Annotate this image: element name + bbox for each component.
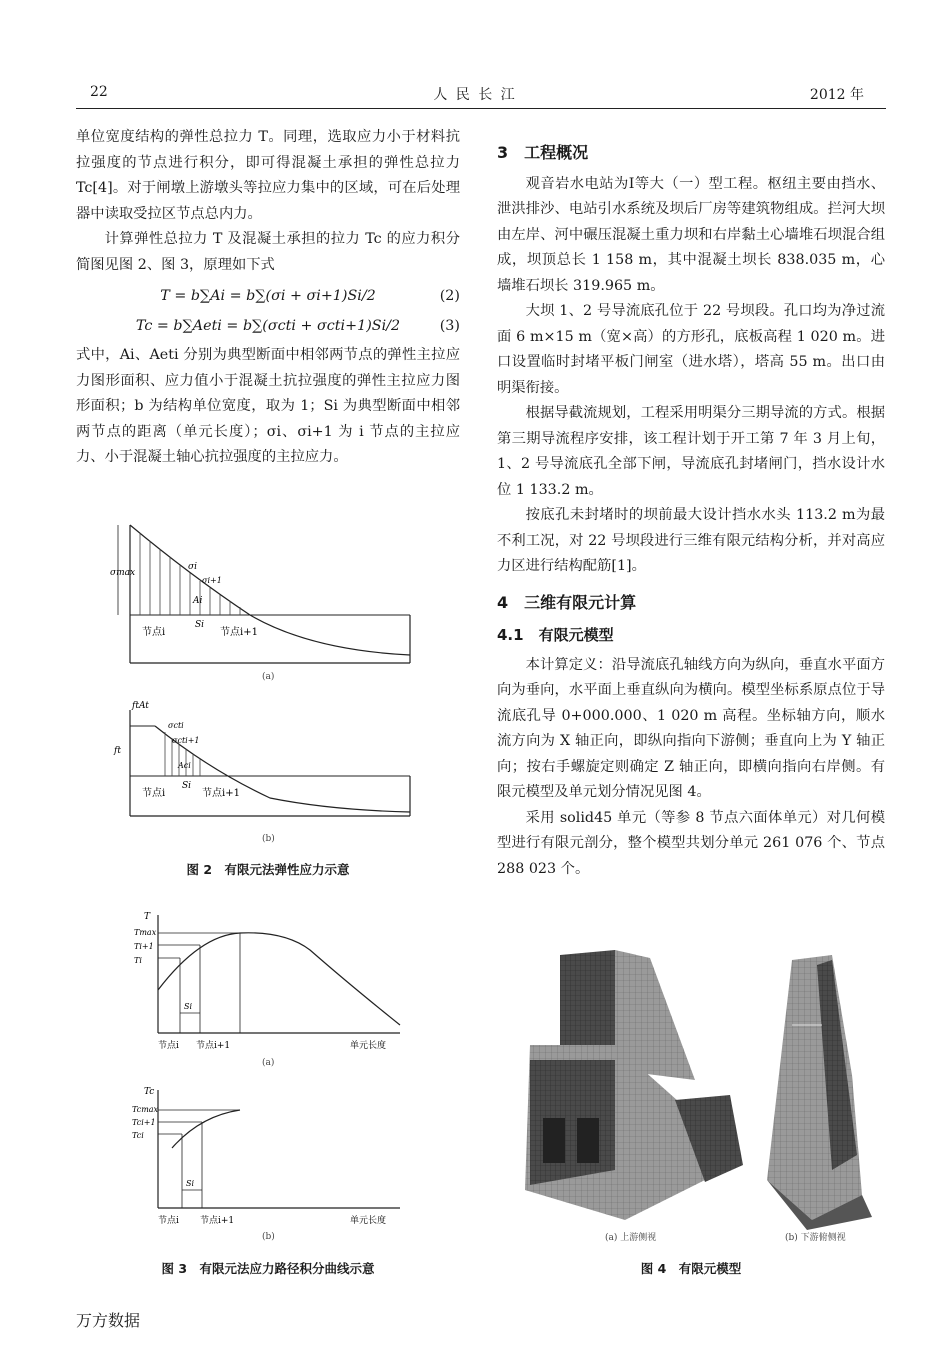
paragraph: 根据导截流规划，工程采用明渠分三期导流的方式。根据第三期导流程序安排，该工程计划于开工第 7 年 3 月上旬，1、2 号导流底孔全部下闸，导流底孔封堵闸门，挡水设计水位 1 133.2 m。 (497, 405, 885, 498)
watermark-text: 万方数据 (76, 1311, 141, 1330)
label-Ti1: Ti+1 (134, 942, 154, 951)
label-Tci: Tci (132, 1131, 144, 1140)
label-area: Aci (178, 761, 191, 770)
label-Tci1: Tci+1 (132, 1118, 156, 1127)
paragraph: 按底孔未封堵时的坝前最大设计挡水水头 113.2 m为最不利工况，对 22 号坝段进行三维有限元结构分析，并对高应力区进行结构配筋[1]。 (497, 507, 885, 574)
label-unit-length: 单元长度 (350, 1041, 387, 1051)
paragraph: 计算弹性总拉力 T 及混凝土承担的拉力 Tc 的应力积分简图见图 2、图 3，原理如下式 (76, 231, 460, 273)
subfigure-label: (a) (262, 1058, 275, 1068)
figure-2b (110, 698, 430, 828)
subfigure-label: (a) (262, 672, 275, 682)
label-node-i: 节点i (142, 788, 166, 799)
label-sigma-cti1: σcti+1 (172, 736, 200, 745)
subfigure-label: (b) 下游俯侧视 (785, 1233, 846, 1243)
paragraph: 式中，Ai、Aeti 分别为典型断面中相邻两节点的弹性主拉应力图形面积、应力值小于混凝土抗拉强度的弹性主拉应力图形面积；b 为结构单位宽度，取为 1；Si 为典型断面中相邻两节点的距离（单元长度）；σi、σi+1 为 i 节点的主拉应力、小于混凝土轴心抗拉强度的主拉应力。 (76, 347, 460, 465)
figure-4a-fe-model (515, 950, 747, 1230)
figure-2a (110, 515, 430, 690)
figure-4b-fe-model (762, 955, 882, 1230)
figure-3a (110, 905, 430, 1055)
label-node-i1: 节点i+1 (202, 788, 240, 799)
label-area: Ai (193, 596, 203, 606)
stress-curve (130, 525, 410, 655)
paragraph: 大坝 1、2 号导流底孔位于 22 号坝段。孔口均为净过流面 6 m×15 m（宽×高）的方形孔，底板高程 1 020 m。进口设置临时封堵平板门闸室（进水塔），塔高 55 m。出口由明渠衔接。 (497, 303, 885, 396)
equation-number: (3) (439, 317, 460, 334)
equation-2 (76, 284, 460, 310)
figure-4-caption: 图 4 有限元模型 (640, 1261, 742, 1276)
label-Tcmax: Tcmax (132, 1105, 159, 1114)
right-column (497, 140, 885, 882)
label-si: Si (195, 620, 205, 630)
label-si: Si (186, 1179, 195, 1188)
figure-3-caption: 图 3 有限元法应力路径积分曲线示意 (161, 1261, 375, 1276)
header-rule (76, 108, 886, 109)
label-ft: ft (114, 746, 121, 756)
label-node-i1: 节点i+1 (220, 627, 258, 638)
label-Tmax: Tmax (134, 928, 157, 937)
label-node-i1: 节点i+1 (196, 1041, 231, 1051)
journal-title: 人 民 长 江 (433, 87, 517, 103)
label-sigma-max: σmax (110, 568, 136, 578)
label-node-i: 节点i (158, 1216, 179, 1226)
equation-3 (76, 314, 460, 340)
label-si: Si (182, 781, 192, 791)
label-ft-at: ftAt (132, 701, 149, 711)
page-number: 22 (90, 84, 108, 100)
label-Ti: Ti (134, 956, 142, 965)
subfigure-label: (b) (262, 1232, 275, 1242)
subfigure-label: (b) (262, 834, 275, 844)
integral-curve (158, 933, 400, 1025)
label-unit-length: 单元长度 (350, 1216, 387, 1226)
label-node-i: 节点i (142, 627, 166, 638)
equation-text: T = b∑Ai = b∑(σi + σi+1)Si/2 (160, 288, 376, 304)
figure-3b (110, 1080, 430, 1230)
paragraph: 采用 solid45 单元（等参 8 节点六面体单元）对几何模型进行有限元剖分，整个模型共划分单元 261 076 个、节点 288 023 个。 (497, 809, 885, 877)
section-4-1-heading: 4.1 有限元模型 (497, 626, 614, 644)
paragraph: 单位宽度结构的弹性总拉力 T。同理，选取应力小于材料抗拉强度的节点进行积分，即可得混凝土承担的弹性总拉力 Tc[4]。对于闸墩上游墩头等拉应力集中的区域，可在后处理器中读取受拉区节点总内力。 (76, 129, 460, 222)
paragraph: 观音岩水电站为Ⅰ等大（一）型工程。枢纽主要由挡水、泄洪排沙、电站引水系统及坝后厂房等建筑物组成。拦河大坝由左岸、河中碾压混凝土重力坝和右岸黏土心墙堆石坝混合组成，坝顶总长 1 158 m，其中混凝土坝长 838.035 m，心墙堆石坝长 319.965 m。 (497, 175, 885, 294)
equation-text: Tc = b∑Aeti = b∑(σcti + σcti+1)Si/2 (135, 317, 401, 334)
section-3-heading: 3 工程概况 (497, 143, 589, 162)
label-T: T (144, 912, 151, 922)
label-si: Si (184, 1002, 193, 1011)
label-sigma-cti: σcti (168, 721, 184, 730)
paragraph: 本计算定义：沿导流底孔轴线方向为纵向，垂直水平面方向为垂向，水平面上垂直纵向为横向。模型坐标系原点位于导流底孔导 0+000.000、1 020 m 高程。坐标轴方向，顺水流方向为 X 轴正向，即纵向指向下游侧；垂直向上为 Y 轴正向；按右手螺旋定则确定 Z 轴正向，即横向指向右岸侧。有限元模型及单元划分情况见图 4。 (497, 656, 885, 800)
label-sigma-i: σi (188, 562, 198, 572)
figure-2-caption: 图 2 有限元法弹性应力示意 (186, 862, 350, 877)
left-column (76, 125, 460, 471)
section-4-heading: 4 三维有限元计算 (497, 592, 637, 612)
year: 2012 年 (809, 87, 864, 103)
label-Tc: Tc (144, 1087, 155, 1097)
equation-number: (2) (439, 288, 460, 304)
label-node-i1: 节点i+1 (200, 1216, 235, 1226)
subfigure-label: (a) 上游侧视 (605, 1233, 657, 1243)
label-sigma-i1: σi+1 (202, 576, 222, 585)
label-node-i: 节点i (158, 1041, 179, 1051)
